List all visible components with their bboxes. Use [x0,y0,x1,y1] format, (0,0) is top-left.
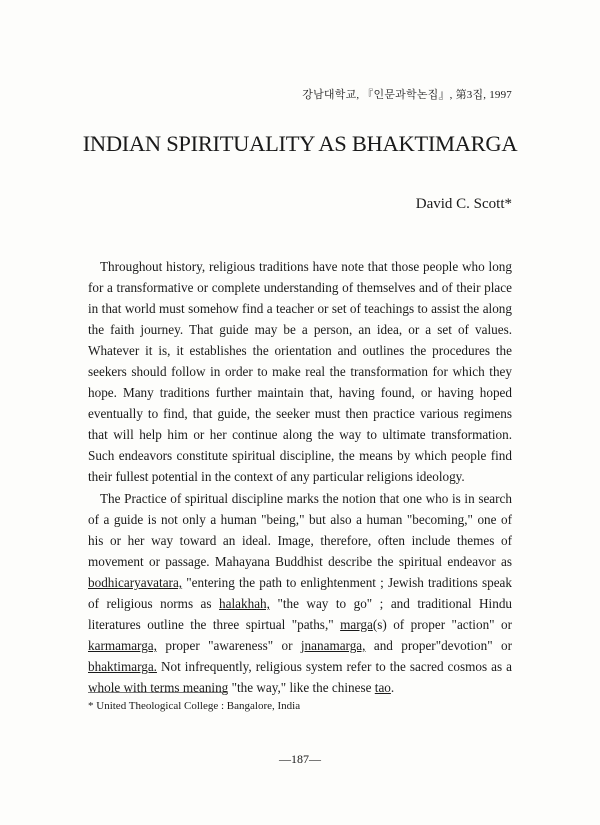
paper-title: INDIAN SPIRITUALITY AS BHAKTIMARGA [82,131,518,156]
term-marga: marga [340,617,373,632]
text-segment: proper "awareness" or [156,638,301,653]
text-segment: "entering the path to enlightenment ; Jewish traditions speak of religious norms as [88,575,512,611]
term-bodhicaryavatara: bodhicaryavatara, [88,575,183,590]
text-segment: Not infrequently, religious system refer to the sacred cosmos as a whole with terms meaning "the way," like the chinese [88,659,512,695]
term-bhaktimarga: bhaktimarga. [88,659,157,674]
author-name: David C. Scott* [415,196,512,212]
paragraph-1-text: Throughout history, religious traditions have note that those people who long for a transformative or complete understanding of themselves and of their place in that world must somehow find a teacher or set of teachings to assist the along the faith journey. That guide may be a person, an idea, or a set of values. Whatever it is, it establishes the orientation and outlines the procedures the seekers should follow in order to make real the transformation for which they hope. Many traditions further maintain that, having found, or having hoped eventually to find, that guide, the seeker must then practice various regimens that will help him or her continue along the way to ultimate transformation. Such endeavors constitute spiritual discipline, the means by which people find their fullest potential in the context of any particular religions ideology. [88,259,512,484]
footnote: * United Theological College : Bangalore, India [88,700,301,712]
footnote-divider [88,692,228,693]
paragraph-2 [88,488,512,698]
text-segment: and proper"devotion" or [365,638,512,653]
term-halakhah: halakhah, [219,596,270,611]
term-karmamarga: karmamarga, [88,638,157,653]
term-jnanamarga: jnanamarga, [300,638,366,653]
paragraph-2-text [88,488,512,698]
text-segment: (s) of proper "action" or [372,617,513,632]
text-segment: "the way to go" ; and traditional Hindu literatures outline the three spirtual "paths," [88,596,513,632]
page-number: —187— [279,752,321,766]
term-tao: tao [374,680,391,695]
text-segment: The Practice of spiritual discipline marks the notion that one who is in search of a guide is not only a human "being," but also a human "becoming," one of his or her way toward an ideal. Image, therefore, often include themes of movement or passage. Mahayana Buddhist describe the spiritual endeavor as [88,491,512,569]
text-segment: . [390,680,395,695]
running-head: 강남대학교, 『인문과학논집』, 第3집, 1997 [302,89,512,101]
paragraph-1 [88,256,512,487]
